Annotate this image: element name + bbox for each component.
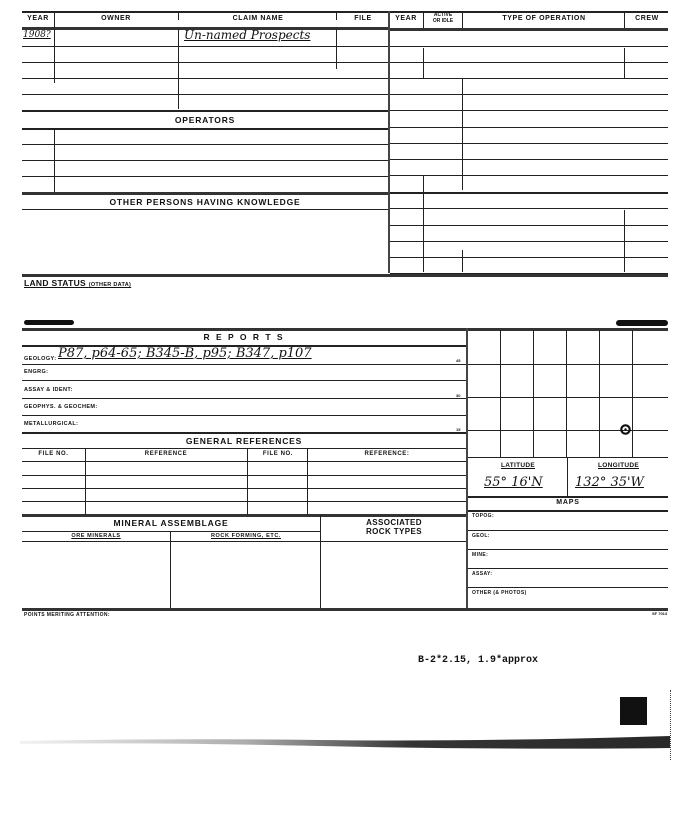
land-status-field[interactable] [22, 290, 668, 316]
points-meriting-attention-note[interactable]: B-2*2.15, 1.9*approx [418, 655, 539, 666]
ore-minerals-header: ORE MINERALS [71, 533, 121, 539]
reports-assay-margin-num: 30 [456, 393, 461, 398]
reports-geophys-field[interactable] [100, 400, 450, 414]
col-header-type-of-operation: TYPE OF OPERATION [502, 15, 586, 22]
other-persons-field[interactable] [22, 210, 388, 272]
associated-label: ASSOCIATED [366, 518, 422, 527]
longitude-value[interactable]: 132° 35'W [575, 475, 644, 490]
maps-geol-label: GEOL: [472, 533, 490, 539]
reports-metallurgical-margin-num: 15 [456, 427, 461, 432]
ref-header-reference-2: REFERENCE: [364, 451, 410, 457]
ref-header-reference-1: REFERENCE [144, 451, 188, 457]
operators-title: OPERATORS [174, 115, 236, 125]
maps-title: MAPS [556, 499, 580, 506]
general-references-title: GENERAL REFERENCES [185, 436, 303, 446]
scan-noise-band [20, 728, 670, 754]
maps-mine-field[interactable] [468, 559, 668, 568]
associated-rock-types-field[interactable] [321, 543, 465, 607]
ref-row-1[interactable] [22, 462, 466, 475]
maps-mine-label: MINE: [472, 552, 489, 558]
claim-row-name[interactable]: Un-named Prospects [184, 28, 311, 42]
reports-assay-field[interactable] [80, 382, 450, 396]
scan-right-edge [670, 690, 671, 760]
reports-geology-value[interactable]: P87, p64-65; B345-B, p95; B347, p107 [58, 346, 312, 361]
associated-rock-types-header [322, 518, 466, 536]
reports-title: R E P O R T S [203, 332, 285, 342]
other-persons-title: OTHER PERSONS HAVING KNOWLEDGE [109, 197, 301, 207]
col-header-crew: CREW [635, 15, 659, 22]
maps-topog-field[interactable] [468, 520, 668, 529]
mineral-assemblage-title: MINERAL ASSEMBLAGE [113, 518, 229, 528]
redaction-bar-right [616, 320, 668, 326]
reports-geophys-label: GEOPHYS. & GEOCHEM: [24, 404, 98, 410]
or-idle-label: OR IDLE [432, 18, 454, 24]
rock-types-label: ROCK TYPES [365, 527, 422, 536]
land-status-sublabel: (OTHER DATA) [88, 282, 132, 288]
maps-topog-label: TOPOG: [472, 513, 495, 519]
reports-geology-label: GEOLOGY: [24, 356, 57, 362]
ref-row-4[interactable] [22, 502, 466, 514]
form-number: SF 7013 [652, 611, 668, 616]
ref-row-3[interactable] [22, 489, 466, 501]
col-header-year: YEAR [27, 15, 49, 22]
col-header-file: FILE [354, 15, 372, 22]
rock-forming-field[interactable] [171, 543, 319, 607]
reports-engrg-label: ENGRG: [24, 369, 49, 375]
col-header-owner: OWNER [101, 15, 131, 22]
ref-header-file-no-1: FILE NO. [38, 451, 69, 457]
reports-assay-label: ASSAY & IDENT: [24, 387, 73, 393]
location-marker-icon [620, 422, 631, 433]
reports-engrg-field[interactable] [60, 366, 450, 378]
latitude-label: LATITUDE [500, 462, 536, 469]
active-label: ACTIVE [433, 12, 453, 18]
reports-geology-margin-num: 45 [456, 358, 461, 363]
maps-other-photos-label: OTHER (& PHOTOS) [472, 590, 527, 596]
land-status-label [24, 278, 131, 288]
redaction-bar-left [24, 320, 74, 325]
latitude-value[interactable]: 55° 16'N [484, 475, 543, 490]
col-header-op-year: YEAR [395, 15, 417, 22]
col-header-claim-name: CLAIM NAME [232, 15, 284, 22]
land-status-title: LAND STATUS [24, 278, 87, 288]
ore-minerals-field[interactable] [22, 543, 169, 607]
col-header-active-or-idle [424, 12, 462, 24]
ref-header-file-no-2: FILE NO. [262, 451, 294, 457]
claim-row-year[interactable]: 1908? [23, 30, 51, 40]
maps-assay-field[interactable] [468, 578, 668, 587]
reports-metallurgical-field[interactable] [90, 417, 450, 431]
points-meriting-attention-label: POINTS MERITING ATTENTION: [24, 612, 110, 618]
scan-black-square [620, 697, 647, 725]
longitude-label: LONGITUDE [598, 462, 639, 469]
rock-forming-header: ROCK FORMING, ETC. [210, 533, 282, 539]
maps-assay-label: ASSAY: [472, 571, 493, 577]
maps-other-photos-field[interactable] [468, 597, 668, 607]
ref-row-2[interactable] [22, 476, 466, 488]
reports-metallurgical-label: METALLURGICAL: [24, 421, 79, 427]
maps-geol-field[interactable] [468, 540, 668, 549]
